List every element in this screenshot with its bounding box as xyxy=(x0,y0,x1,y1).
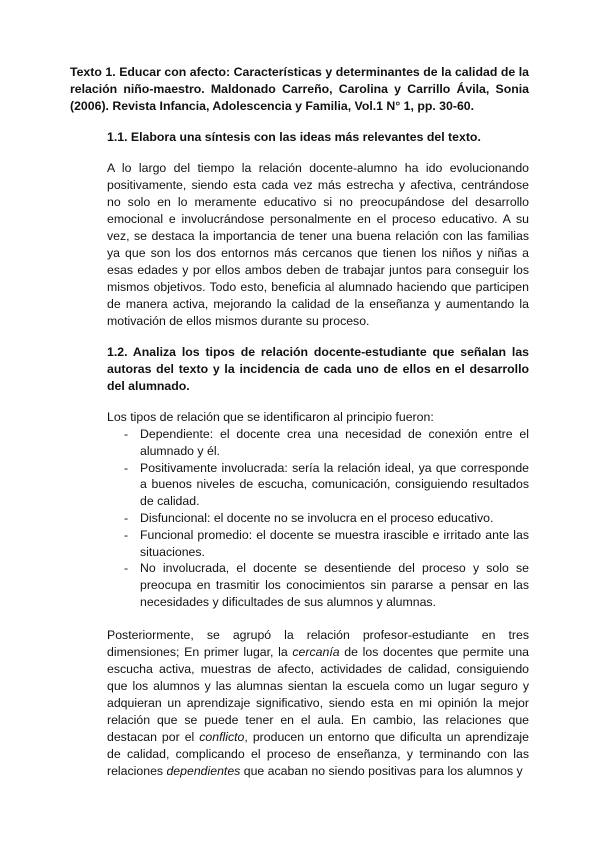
list-item-text: Disfuncional: el docente no se involucra en el proceso educativo. xyxy=(140,510,494,525)
question-2-closing-paragraph xyxy=(107,627,529,780)
list-item-text: Dependiente: el docente crea una necesidad de conexión entre el alumnado y él. xyxy=(140,427,529,458)
list-item xyxy=(124,527,529,561)
dash-bullet: - xyxy=(124,561,129,576)
dash-bullet: - xyxy=(124,427,129,441)
closing-emphasis-cercania: cercanía xyxy=(292,644,340,659)
list-item xyxy=(124,560,529,610)
closing-text-3: , producen un entorno que dificulta un aprendizaje de calidad, complicando el proceso de enseñanza, y terminando con las relaciones xyxy=(107,729,529,778)
document-page xyxy=(70,64,529,794)
list-item-text: No involucrada, el docente se desentiende del proceso y solo se preocupa en trasmitir los conocimientos sin pararse a pensar en las necesidades y dificultades de sus alumnos y alumnas. xyxy=(140,561,529,609)
question-2-title: 1.2. Analiza los tipos de relación docente-estudiante que señalan las autoras del texto y la incidencia de cada uno de ellos en el desarrollo del alumnado. xyxy=(107,345,529,393)
document-header: Texto 1. Educar con afecto: Características y determinantes de la calidad de la relación niño-maestro. Maldonado Carreño, Carolina y Carrillo Ávila, Sonia (2006). Revista Infancia, Adolescencia y Familia, Vol.1 N° 1, pp. 30-60. xyxy=(70,65,529,113)
dash-bullet: - xyxy=(124,527,129,542)
closing-text-1: Posteriormente, se agrupó la relación profesor-estudiante en tres dimensiones; En primer lugar, la xyxy=(107,627,529,659)
dash-bullet: - xyxy=(124,510,129,525)
closing-text-2: de los docentes que permite una escucha activa, muestras de afecto, actividades de calidad, consiguiendo que los alumnos y las alumnas sientan la escuela como un lugar seguro y adquieran un aprendizaje significativo, siendo esta en mi opinión la mejor relación que se puede tener en el aula. En cambio, las relaciones que destacan por el xyxy=(107,644,530,744)
closing-text-4: que acaban no siendo positivas para los alumnos y xyxy=(240,763,523,778)
question-1-answer: A lo largo del tiempo la relación docente-alumno ha ido evolucionando positivamente, siendo esta cada vez más estrecha y afectiva, centrándose no solo en lo meramente educativo si no preocupándose del desarrollo emocional e involucrándose personalmente en el proceso educativo. A su vez, se destaca la importancia de tener una buena relación con las familias ya que son los dos entornos más cercanos que tienen los niños y niñas a esas edades y por ellos ambos deben de trabajar juntos para conseguir los mismos objetivos. Todo esto, beneficia al alumnado haciendo que participen de manera activa, mejorando la calidad de la enseñanza y aumentando la motivación de ellos mismos durante su proceso. xyxy=(107,161,529,328)
list-item-text: Positivamente involucrada: sería la relación ideal, ya que corresponde a buenos niveles de escucha, comunicación, consiguiendo resultados de calidad. xyxy=(140,460,529,509)
closing-emphasis-dependientes: dependientes xyxy=(166,763,241,778)
question-2-intro: Los tipos de relación que se identificaron al principio fueron: xyxy=(107,410,434,424)
dash-bullet: - xyxy=(124,460,129,475)
list-item-text: Funcional promedio: el docente se muestra irascible e irritado ante las situaciones. xyxy=(140,527,529,559)
list-item xyxy=(124,426,529,460)
closing-emphasis-conflicto: conflicto xyxy=(199,729,245,744)
relation-types-list xyxy=(70,426,529,611)
list-item xyxy=(124,460,529,510)
question-1-title: 1.1. Elabora una síntesis con las ideas más relevantes del texto. xyxy=(107,130,481,144)
list-item xyxy=(124,510,529,527)
